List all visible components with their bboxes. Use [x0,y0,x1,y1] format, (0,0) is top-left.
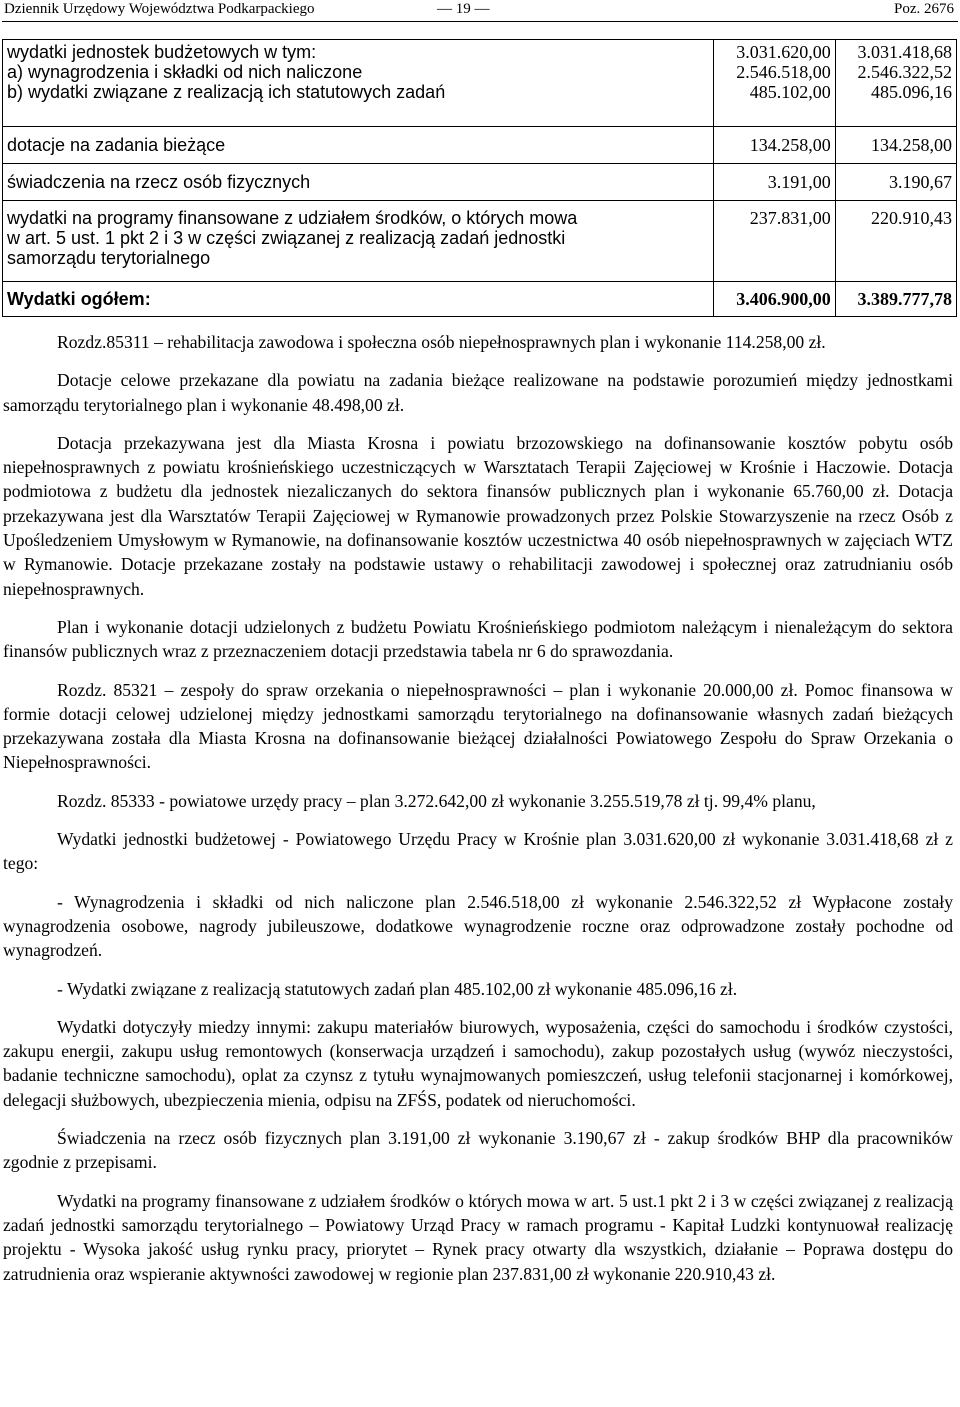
paragraph: Dotacje celowe przekazane dla powiatu na zadania bieżące realizowane na podstawie porozumień między jednostkami samorządu terytorialnego plan i wykonanie 48.498,00 zł. [3,370,953,415]
execution-cell: 220.910,43 [835,201,956,282]
paragraph: Rozdz. 85321 – zespoły do spraw orzekania o niepełnosprawności – plan i wykonanie 20.000,00 zł. Pomoc finansowa w formie dotacji celowej udzielonej między jednostkami samorządu terytorialnego na dofinansowanie własnych zadań bieżących przekazywana została dla Miasta Krosna na dofinansowanie bieżącej działalności Powiatowego Zespołu do Spraw Orzekania o Niepełnosprawności. [3,679,953,773]
total-execution: 3.389.777,78 [835,282,956,317]
row-description: wydatki jednostek budżetowych w tym: a) wynagrodzenia i składki od nich naliczone b) wydatki związane z realizacją ich statutowych zadań [3,40,714,127]
table-row [3,127,957,164]
paragraph: Dotacja przekazywana jest dla Miasta Krosna i powiatu brzozowskiego na dofinansowanie kosztów pobytu osób niepełnosprawnych z powiatu krośnieńskiego uczestniczących w Warsztatach Terapii Zajęciowej w Krośnie i Haczowie. Dotacja podmiotowa z budżetu dla jednostek niezaliczanych do sektora finansów publicznych plan i wykonanie 65.760,00 zł. Dotacja przekazywana jest dla Warsztatów Terapii Zajęciowej w Rymanowie prowadzonych przez Polskie Stowarzyszenie na rzecz Osób z Upośledzeniem Umysłowym w Rymanowie, na dofinansowanie kosztów uczestnictwa 40 osób niepełnosprawnych w zajęciach WTZ w Rymanowie. Dotacje przekazane zostały na podstawie ustawy o rehabilitacji zawodowej i społecznej oraz zatrudnianiu osób niepełnosprawnych. [3,432,953,599]
paragraph: Świadczenia na rzecz osób fizycznych plan 3.191,00 zł wykonanie 3.190,67 zł - zakup środków BHP dla pracowników zgodnie z przepisami. [3,1128,953,1173]
total-row [3,282,957,317]
total-label: Wydatki ogółem: [3,282,714,317]
table-row [3,40,957,127]
position-number: Poz. 2676 [894,1,954,17]
paragraph: - Wydatki związane z realizacją statutowych zadań plan 485.102,00 zł wykonanie 485.096,16 zł. [57,978,738,999]
paragraph: Wydatki na programy finansowane z udziałem środków o których mowa w art. 5 ust.1 pkt 2 i 3 w części związanej z realizacją zadań jednostki samorządu terytorialnego – Powiatowy Urząd Pracy w ramach programu - Kapitał Ludzki kontynuował realizację projektu - Wysoka jakość usług rynku pracy, priorytet – Rynek pracy otwarty dla wszystkich, działanie – Poprawa dostępu do zatrudnienia oraz wspieranie aktywności zawodowej w regionie plan 237.831,00 zł wykonanie 220.910,43 zł. [3,1190,953,1284]
paragraph: Wydatki dotyczyły miedzy innymi: zakupu materiałów biurowych, wyposażenia, części do samochodu i środków czystości, zakupu energii, zakupu usług remontowych (konserwacja urządzeń i samochodu), zakup pozostałych usług (wywóz nieczystości, badanie techniczne samochodu), oplat za czynsz z tytułu wynajmowanych pomieszczeń, usług telefonii stacjonarnej i komórkowej, delegacji służbowych, ubezpieczenia mienia, odpisu na ZFŚS, podatek od nieruchomości. [3,1016,953,1110]
plan-cell: 134.258,00 [714,127,835,164]
row-description: wydatki na programy finansowane z udziałem środków, o których mowa w art. 5 ust. 1 pkt 2 i 3 w części związanej z realizacją zadań jednostki samorządu terytorialnego [3,201,714,282]
row-description: dotacje na zadania bieżące [3,127,714,164]
execution-cell: 134.258,00 [835,127,956,164]
header-rule [2,21,958,22]
document-body [3,330,953,1300]
execution-cell: 3.190,67 [835,164,956,201]
paragraph: Wydatki jednostki budżetowej - Powiatowego Urzędu Pracy w Krośnie plan 3.031.620,00 zł wykonanie 3.031.418,68 zł z tego: [3,829,953,874]
journal-title: Dziennik Urzędowy Województwa Podkarpackiego [4,1,315,17]
paragraph: Plan i wykonanie dotacji udzielonych z budżetu Powiatu Krośnieńskiego podmiotom należącym i nienależącym do sektora finansów publicznych wraz z przeznaczeniem dotacji przedstawia tabela nr 6 do sprawozdania. [3,616,953,662]
table-row [3,201,957,282]
row-description: świadczenia na rzecz osób fizycznych [3,164,714,201]
plan-cell: 237.831,00 [714,201,835,282]
page-number: — 19 — [437,1,490,17]
plan-cell: 3.031.620,00 2.546.518,00 485.102,00 [714,40,835,127]
total-plan: 3.406.900,00 [714,282,835,317]
execution-cell: 3.031.418,68 2.546.322,52 485.096,16 [835,40,956,127]
paragraph: Rozdz. 85333 - powiatowe urzędy pracy – plan 3.272.642,00 zł wykonanie 3.255.519,78 zł tj. 99,4% planu, [57,790,816,811]
plan-cell: 3.191,00 [714,164,835,201]
paragraph: Rozdz.85311 – rehabilitacja zawodowa i społeczna osób niepełnosprawnych plan i wykonanie 114.258,00 zł. [57,332,826,352]
paragraph: - Wynagrodzenia i składki od nich naliczone plan 2.546.518,00 zł wykonanie 2.546.322,52 zł Wypłacone zostały wynagrodzenia osobowe, nagrody jubileuszowe, dodatkowe wynagrodzenie roczne oraz odprowadzone zostały pochodne od wynagrodzeń. [3,891,953,961]
table-row [3,164,957,201]
expenditure-table [2,39,957,317]
page-header [0,0,960,24]
